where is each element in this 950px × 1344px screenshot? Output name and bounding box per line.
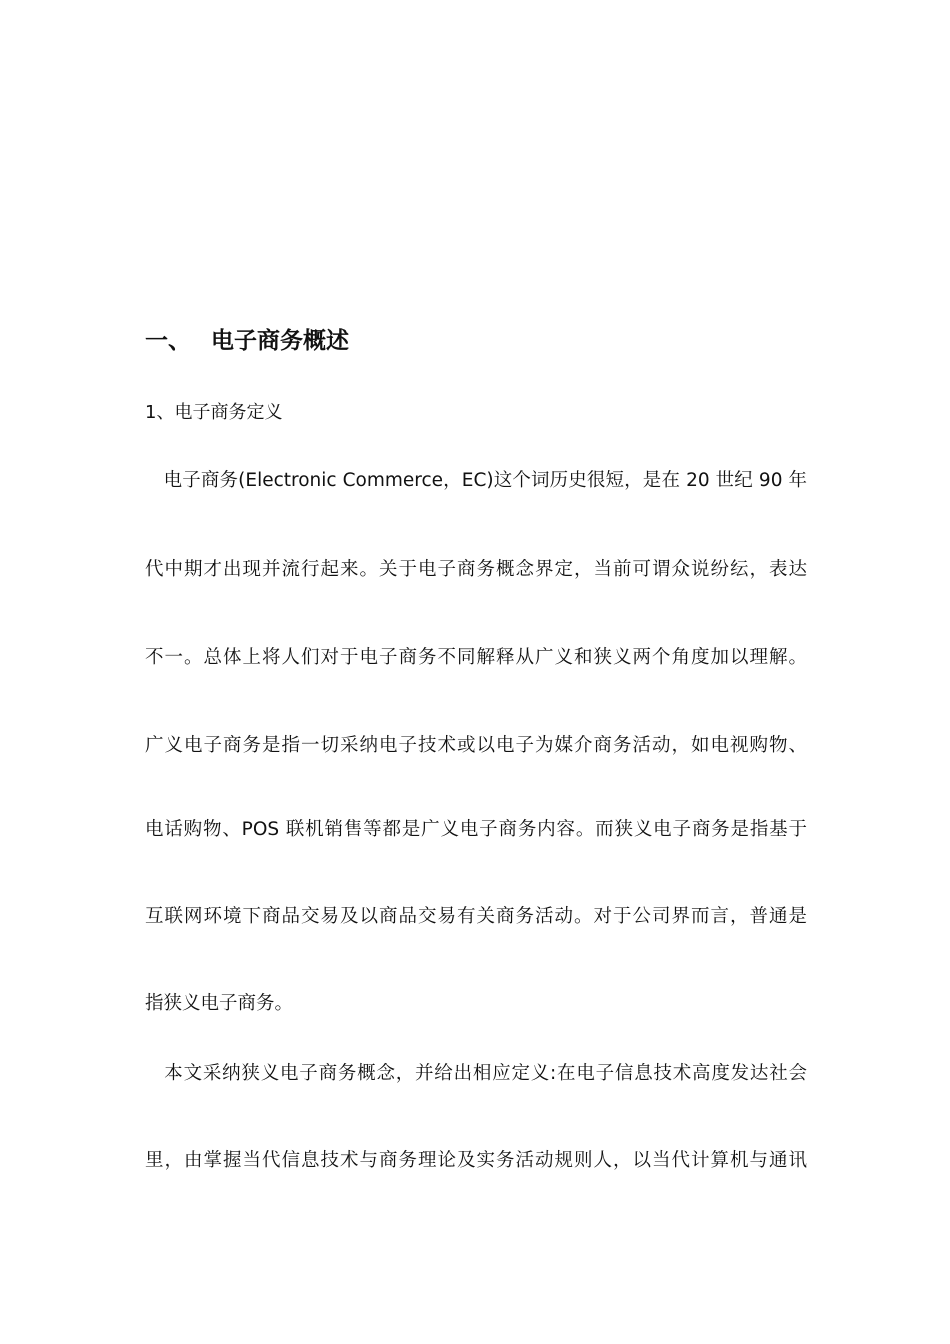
paragraph-line: 本文采纳狭义电子商务概念，并给出相应定义:在电子信息技术高度发达社会 [145, 1063, 807, 1084]
section-title: 电子商务概述 [211, 328, 349, 354]
paragraph-line: 不一。总体上将人们对于电子商务不同解释从广义和狭义两个角度加以理解。 [145, 647, 807, 668]
section-heading [145, 325, 349, 357]
subsection-heading: 1、电子商务定义 [145, 402, 283, 423]
paragraph-line: 电话购物、POS 联机销售等都是广义电子商务内容。而狭义电子商务是指基于 [145, 819, 807, 840]
paragraph-line: 互联网环境下商品交易及以商品交易有关商务活动。对于公司界而言，普通是 [145, 906, 807, 927]
section-number: 一、 [145, 328, 191, 354]
paragraph-line: 电子商务(Electronic Commerce，EC)这个词历史很短，是在 20 世纪 90 年 [145, 470, 807, 491]
paragraph-line: 指狭义电子商务。 [145, 993, 294, 1014]
paragraph-line: 里，由掌握当代信息技术与商务理论及实务活动规则人，以当代计算机与通讯 [145, 1150, 807, 1171]
paragraph-line: 代中期才出现并流行起来。关于电子商务概念界定，当前可谓众说纷纭，表达 [145, 559, 807, 580]
paragraph-line: 广义电子商务是指一切采纳电子技术或以电子为媒介商务活动，如电视购物、 [145, 735, 807, 756]
